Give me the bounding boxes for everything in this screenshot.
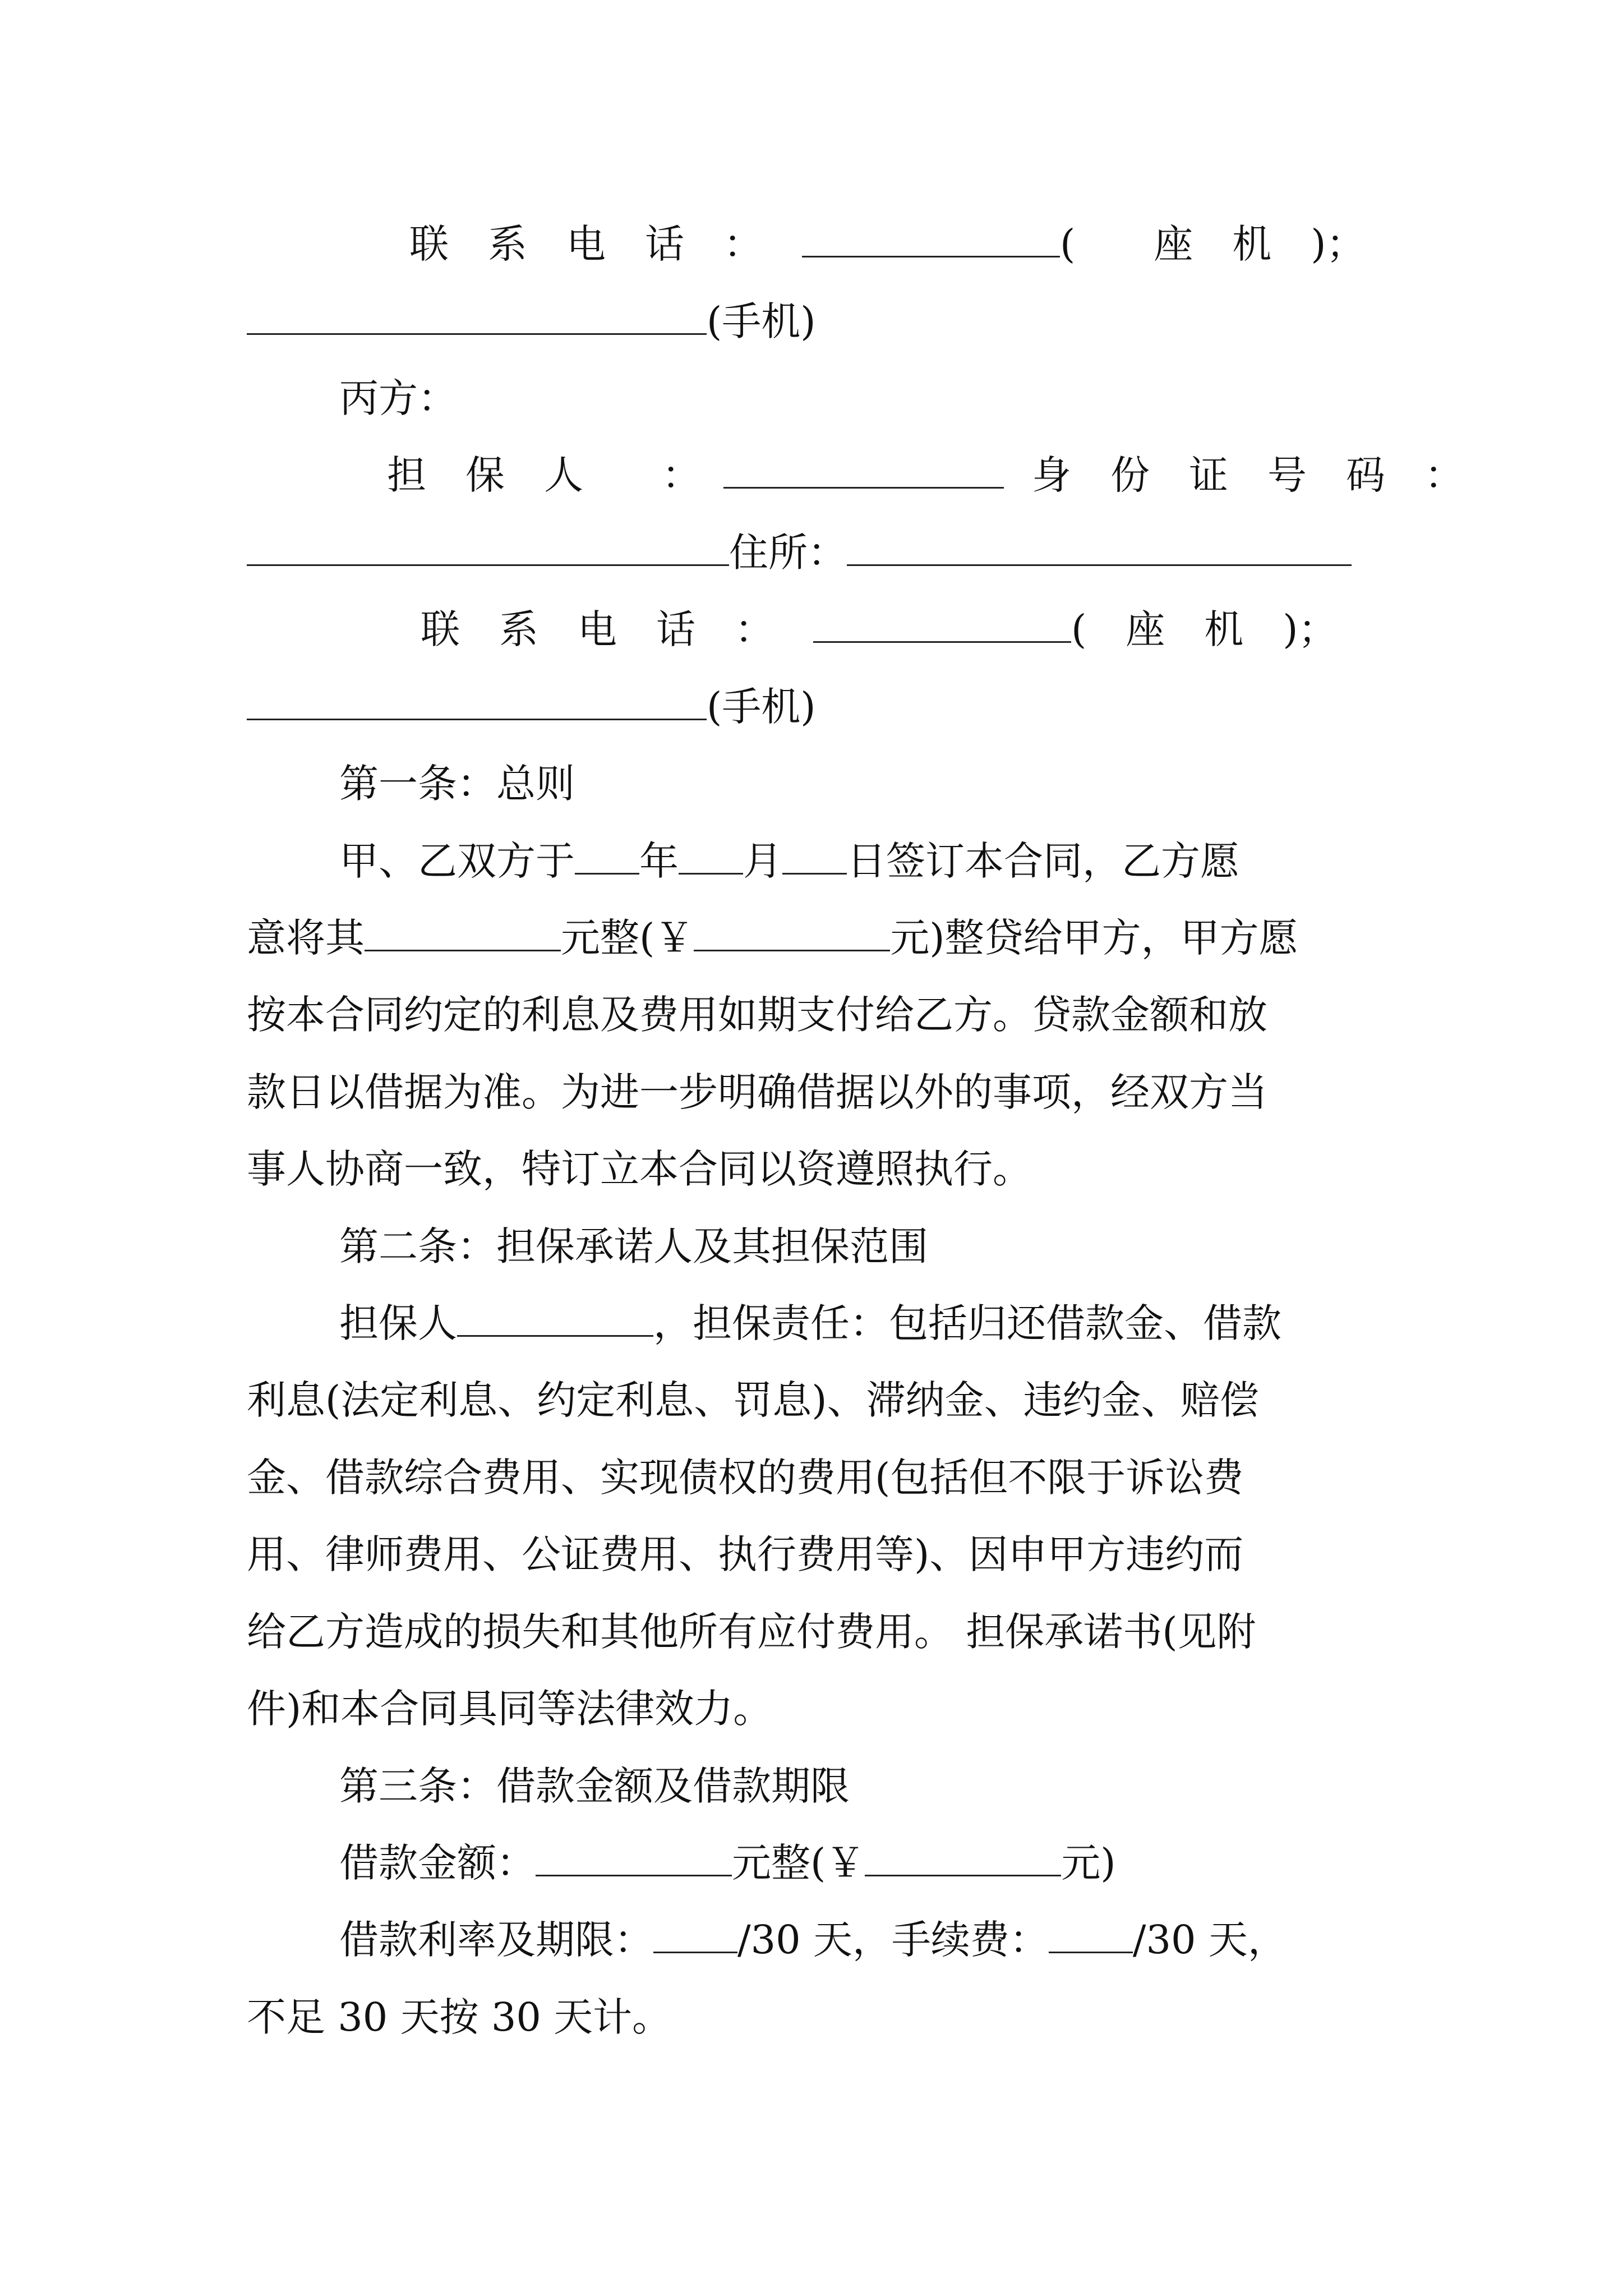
party-b-contact-line — [409, 216, 1366, 272]
address-blank[interactable] — [847, 528, 1352, 566]
amount-figures-blank[interactable] — [694, 914, 890, 951]
landline-blank[interactable] — [813, 605, 1071, 643]
article1-title: 第一条：总则 — [339, 761, 575, 807]
loan-amount-words-blank[interactable] — [536, 1839, 732, 1876]
party-c-mobile-line — [247, 679, 816, 735]
landline-label: ( 座 机 )； — [1060, 221, 1366, 267]
loan-amount-line — [339, 1835, 1116, 1891]
text-segment: 元) — [1061, 1840, 1116, 1886]
mobile-label: (手机) — [707, 298, 816, 344]
landline-label: ( 座 机 )； — [1071, 606, 1338, 652]
guarantor-label: 担 保 人 ： — [387, 452, 701, 498]
rate-blank[interactable] — [653, 1916, 737, 1953]
article2-line6: 件)和本合同具同等法律效力。 — [247, 1686, 773, 1732]
id-number-blank[interactable] — [247, 528, 729, 566]
id-number-label: 身 份 证 号 码 ： — [1032, 452, 1464, 498]
article2-title: 第二条：担保承诺人及其担保范围 — [339, 1223, 928, 1269]
rate-line — [339, 1912, 1287, 1968]
day-blank[interactable] — [782, 837, 847, 875]
article1-line3: 按本合同约定的利息及费用如期支付给乙方。贷款金额和放 — [247, 992, 1267, 1038]
rate-label: 借款利率及期限： — [339, 1917, 653, 1963]
article1-line1 — [339, 833, 1239, 889]
text-segment: 日签订本合同，乙方愿 — [847, 838, 1239, 884]
article1-line4: 款日以借据为准。为进一步明确借据以外的事项，经双方当 — [247, 1069, 1267, 1115]
mobile-blank[interactable] — [247, 297, 707, 335]
article2-line3: 金、借款综合费用、实现债权的费用(包括但不限于诉讼费 — [247, 1455, 1244, 1501]
article1-line5: 事人协商一致，特订立本合同以资遵照执行。 — [247, 1146, 1032, 1192]
text-segment: 甲、乙双方于 — [339, 838, 575, 884]
article2-line5: 给乙方造成的损失和其他所有应付费用。 担保承诺书(见附 — [247, 1609, 1256, 1655]
text-segment: ，担保责任：包括归还借款金、借款 — [653, 1300, 1281, 1346]
text-segment: 担保人 — [339, 1300, 457, 1346]
guarantor-name-blank[interactable] — [457, 1299, 653, 1337]
rate-note-line: 不足 30 天按 30 天计。 — [247, 1994, 672, 2040]
loan-amount-figures-blank[interactable] — [865, 1839, 1061, 1876]
year-blank[interactable] — [575, 837, 639, 875]
article2-line2: 利息(法定利息、约定利息、罚息)、滞纳金、违约金、赔偿 — [247, 1377, 1259, 1423]
month-label: 月 — [743, 838, 782, 884]
address-line — [247, 524, 1352, 581]
article2-line4: 用、律师费用、公证费用、执行费用等)、因申甲方违约而 — [247, 1531, 1244, 1577]
mobile-blank[interactable] — [247, 683, 707, 720]
landline-blank[interactable] — [802, 220, 1060, 257]
text-segment: 元整(￥ — [561, 915, 694, 961]
year-label: 年 — [639, 838, 679, 884]
text-segment: /30 天，手续费： — [737, 1917, 1049, 1963]
loan-amount-label: 借款金额： — [339, 1840, 536, 1886]
mobile-label: (手机) — [707, 684, 816, 730]
fee-blank[interactable] — [1049, 1916, 1133, 1953]
guarantor-line — [387, 447, 1464, 503]
text-segment: 意将其 — [247, 915, 365, 961]
article3-title: 第三条：借款金额及借款期限 — [339, 1763, 850, 1809]
guarantor-blank[interactable] — [723, 451, 1004, 489]
address-label: 住所： — [729, 530, 847, 576]
party-c-contact-line — [421, 601, 1338, 657]
text-segment: 元)整贷给甲方，甲方愿 — [890, 915, 1298, 961]
party-b-mobile-line — [247, 293, 816, 349]
amount-words-blank[interactable] — [365, 914, 561, 951]
month-blank[interactable] — [679, 837, 743, 875]
article1-line2 — [247, 910, 1298, 966]
text-segment: 元整(￥ — [732, 1840, 865, 1886]
text-segment: /30 天， — [1132, 1917, 1287, 1963]
contact-label: 联 系 电 话 ： — [421, 606, 774, 652]
contact-label: 联 系 电 话 ： — [409, 221, 763, 267]
party-c-heading: 丙方： — [339, 375, 457, 421]
article2-line1 — [339, 1295, 1281, 1351]
